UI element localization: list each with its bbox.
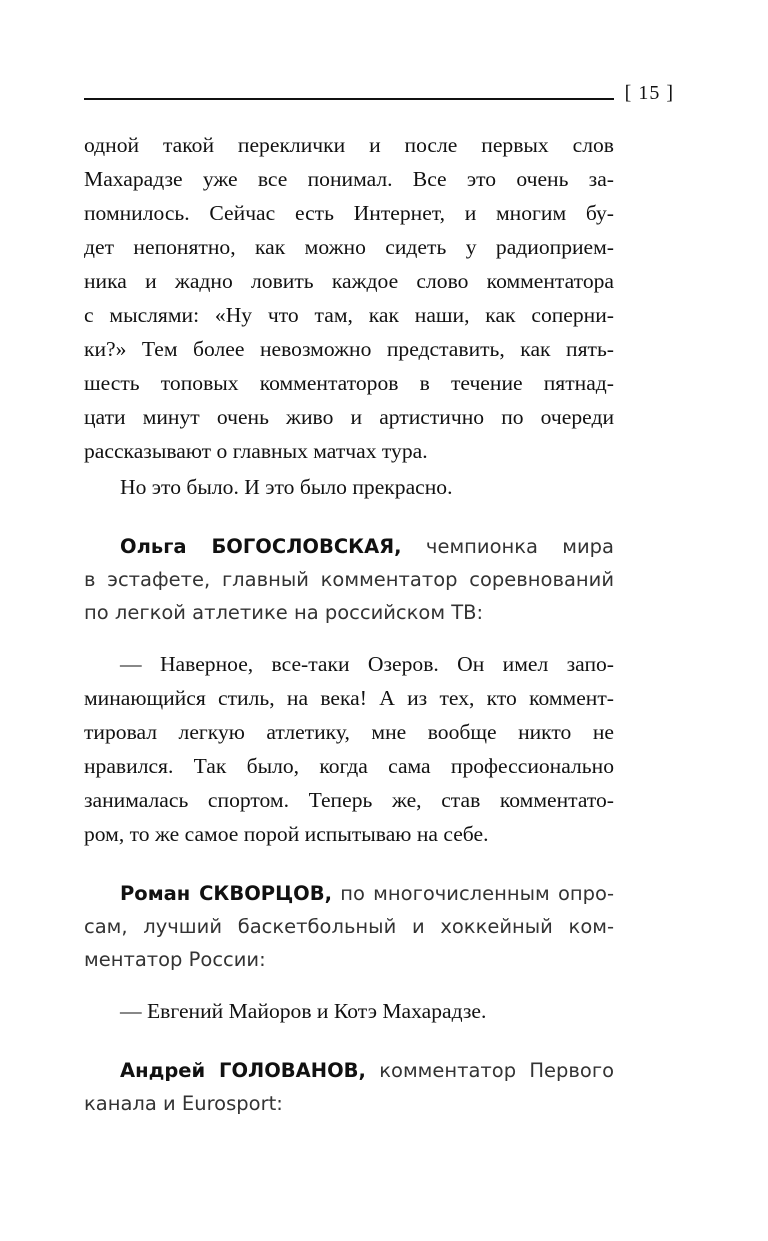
speaker-description: канала и Eurosport: <box>84 1092 283 1115</box>
header-rule <box>84 98 614 100</box>
speaker-intro-skvortsov <box>84 877 614 976</box>
text-line: ки?» Тем более невозможно представить, как пять- <box>84 337 614 361</box>
text-line: минающийся стиль, на века! А из тех, кто коммент- <box>84 686 614 710</box>
speaker-description: ментатор России: <box>84 948 266 971</box>
speaker-name: Роман СКВОРЦОВ, <box>120 882 333 905</box>
answer-skvortsov <box>84 994 614 1028</box>
text-line: занималась спортом. Теперь же, став комментато- <box>84 788 614 812</box>
text-line: шесть топовых комментаторов в течение пятнад- <box>84 371 614 395</box>
paragraph-continuation <box>84 128 614 468</box>
speaker-name: Ольга БОГОСЛОВСКАЯ, <box>120 535 402 558</box>
text-line: нравился. Так было, когда сама профессионально <box>84 754 614 778</box>
speaker-description: комментатор Первого <box>379 1059 615 1082</box>
text-line: одной такой переклички и после первых слов <box>84 133 614 157</box>
text-line: рассказывают о главных матчах тура. <box>84 439 428 463</box>
speaker-name: Андрей ГОЛОВАНОВ, <box>120 1059 366 1082</box>
text-line: помнилось. Сейчас есть Интернет, и многим бу- <box>84 201 614 225</box>
text-line: Махарадзе уже все понимал. Все это очень за- <box>84 167 614 191</box>
text-line: дет непонятно, как можно сидеть у радиоприем- <box>84 235 614 259</box>
speaker-intro-bogoslovskaya <box>84 530 614 629</box>
speaker-description: по многочисленным опро- <box>340 882 614 905</box>
speaker-intro-golovanov <box>84 1054 614 1120</box>
text-line: — Наверное, все-таки Озеров. Он имел запо- <box>120 652 614 676</box>
text-line: Но это было. И это было прекрасно. <box>120 475 453 499</box>
text-line: ника и жадно ловить каждое слово комментатора <box>84 269 614 293</box>
speaker-description: чемпионка мира <box>425 535 615 558</box>
page-content <box>84 128 614 1120</box>
speaker-line <box>84 530 614 563</box>
answer-bogoslovskaya <box>84 647 614 851</box>
text-line: тировал легкую атлетику, мне вообще никто не <box>84 720 614 744</box>
speaker-description: в эстафете, главный комментатор соревнований <box>84 568 614 591</box>
speaker-description: по легкой атлетике на российском ТВ: <box>84 601 484 624</box>
speaker-line <box>84 1054 614 1087</box>
text-line: цати минут очень живо и артистично по очереди <box>84 405 614 429</box>
paragraph-closing <box>84 470 614 504</box>
page-number: [ 15 ] <box>624 82 674 104</box>
page-header <box>84 82 684 104</box>
text-line: — Евгений Майоров и Котэ Махарадзе. <box>120 999 487 1023</box>
speaker-line <box>84 877 614 910</box>
text-line: ром, то же самое порой испытываю на себе. <box>84 822 489 846</box>
text-line: с мыслями: «Ну что там, как наши, как соперни- <box>84 303 614 327</box>
speaker-description: сам, лучший баскетбольный и хоккейный ком- <box>84 915 614 938</box>
